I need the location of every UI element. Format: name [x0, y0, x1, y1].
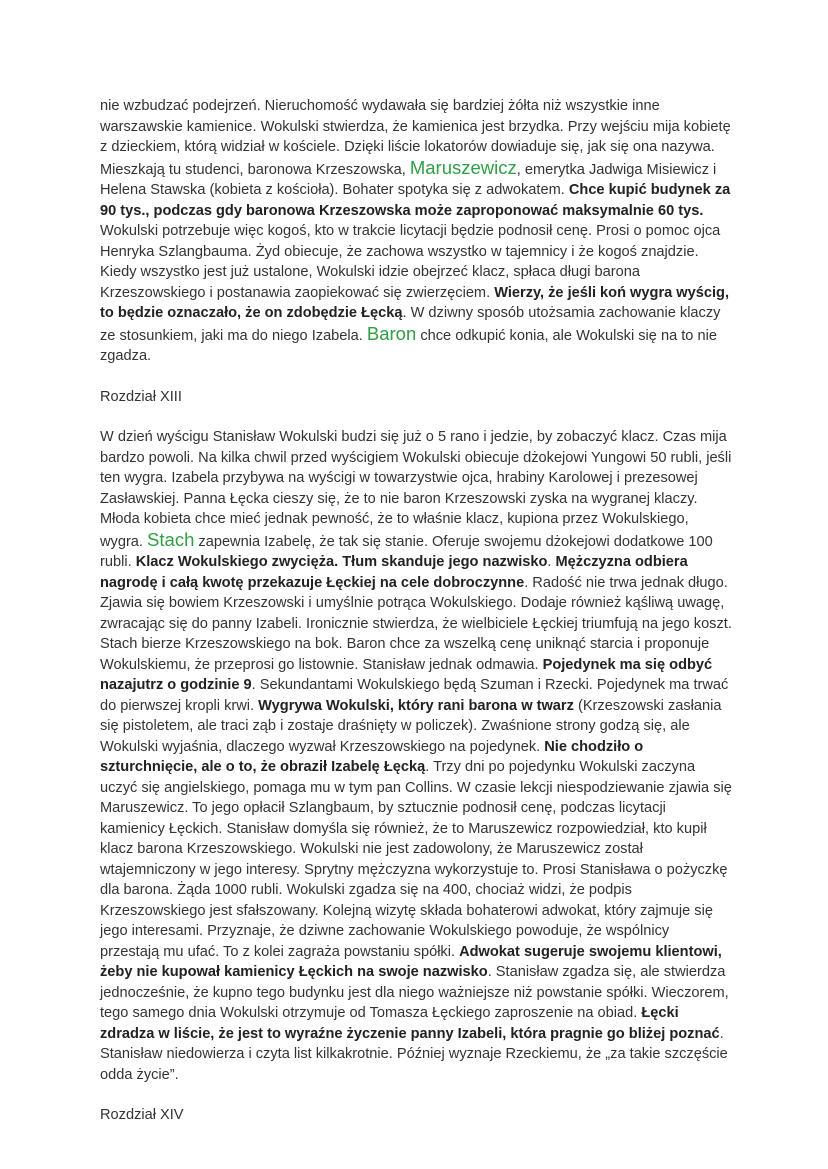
text-run: chce odkupić konia, ale Wokulski się na to nie zgadza.: [100, 327, 717, 364]
paragraph-chapter-xiii: [100, 427, 732, 1085]
document-page: [100, 96, 732, 1146]
chapter-heading-xiii: Rozdział XIII: [100, 388, 182, 405]
text-run: , emerytka Jadwiga Misiewicz i Helena Stawska (kobieta z kościoła). Bohater spotyka się z adwokatem.: [100, 161, 717, 198]
bold-text: Łęcki zdradza w liście, że jest to wyraźne życzenie panny Izabeli, która pragnie go bliżej poznać: [100, 1005, 720, 1042]
text-run: . Stanisław niedowierza i czyta list kilkakrotnie. Później wyznaje Rzeckiemu, że „za takie szczęście odda życie”.: [100, 1025, 728, 1083]
bold-text: Nie chodziło o szturchnięcie, ale o to, że obraził Izabelę Łęcką: [100, 738, 644, 775]
text-run: . Radość nie trwa jednak długo. Zjawia się bowiem Krzeszowski i umyślnie potrąca Wokulskiego. Dodaje również kąśliwą uwagę, zwracając się do panny Izabeli. Ironicznie stwierdza, że wielbiciele Łęckiej triumfują na jego koszt. Stach bierze Krzeszowskiego na bok. Baron chce za wszelką cenę uniknąć starcia i proponuje Wokulskiemu, że przeprosi go listownie. Stanisław jednak odmawia.: [100, 574, 732, 673]
paragraph-chapter-xii-end: [100, 96, 732, 367]
text-run: zapewnia Izabelę, że tak się stanie. Oferuje swojemu dżokejowi dodatkowe 100 rubli.: [100, 533, 713, 570]
character-link[interactable]: Stach: [147, 528, 195, 550]
character-link[interactable]: Baron: [366, 322, 417, 344]
chapter-heading-xiv: Rozdział XIV: [100, 1107, 184, 1123]
text-run: . Stanisław zgadza się, ale stwierdza jednocześnie, że kupno tego budynku jest dla niego ważniejsze niż powstanie spółki. Wieczorem, tego samego dnia Wokulski otrzymuje od Tomasza Łęckiego zaproszenie na obiad.: [100, 964, 729, 1021]
text-run: (Krzeszowski zasłania się pistoletem, ale traci ząb i zostaje draśnięty w policzek). Zwaśnione strony godzą się, ale Wokulski wyjaśnia, dlaczego wyzwał Krzeszowskiego na pojedynek.: [100, 697, 722, 755]
bold-text: Adwokat sugeruje swojemu klientowi, żeby nie kupował kamienicy Łęckich na swoje nazwisko: [100, 943, 722, 980]
bold-text: Klacz Wokulskiego zwycięża. Tłum skanduje jego nazwisko: [135, 554, 548, 570]
text-run: .: [547, 554, 556, 570]
text-run: W dzień wyścigu Stanisław Wokulski budzi się już o 5 rano i jedzie, by zobaczyć klacz. Czas mija bardzo powoli. Na kilka chwil przed wyścigiem Wokulski obiecuje dżokejowi Yungowi 50 rubli, jeśli ten wygra. Izabela przybywa na wyścigi w towarzystwie ojca, hrabiny Karolowej i prezesowej Zasławskiej. Panna Łęcka cieszy się, że to nie baron Krzeszowski zyska na wygranej klaczy. Młoda kobieta chce mieć jednak pewność, że to właśnie klacz, kupiona przez Wokulskiego, wygra.: [100, 429, 732, 550]
bold-text: Chce kupić budynek za 90 tys., podczas gdy baronowa Krzeszowska może zaproponować maksymalnie 60 tys.: [100, 182, 731, 219]
character-link[interactable]: Maruszewicz: [409, 156, 517, 178]
bold-text: Pojedynek ma się odbyć nazajutrz o godzinie 9: [100, 656, 713, 693]
text-run: . W dziwny sposób utożsamia zachowanie klaczy ze stosunkiem, jaki ma do niego Izabela.: [100, 305, 721, 344]
bold-text: Wierzy, że jeśli koń wygra wyścig, to będzie oznaczało, że on zdobędzie Łęcką: [100, 284, 730, 321]
text-run: . Trzy dni po pojedynku Wokulski zaczyna uczyć się angielskiego, pomaga mu w tym pan Collins. W czasie lekcji niespodziewanie zjawia się Maruszewicz. To jego opłacił Szlangbaum, by sztucznie podnosił cenę, podczas licytacji kamienicy Łęckich. Stanisław domyśla się również, że to Maruszewicz rozpowiedział, kto kupił klacz barona Krzeszowskiego. Wokulski nie jest zadowolony, że Maruszewicz został wtajemniczony w jego interesy. Sprytny mężczyzna wykorzystuje to. Prosi Stanisława o pożyczkę dla barona. Żąda 1000 rubli. Wokulski zgadza się na 400, chociaż widzi, że podpis Krzeszowskiego jest sfałszowany. Kolejną wizytę składa bohaterowi adwokat, który zajmuje się jego interesami. Przyznaje, że dziwne zachowanie Wokulskiego powoduje, że wspólnicy przestają mu ufać. To z kolei zagraża powstaniu spółki.: [100, 759, 732, 960]
text-run: Wokulski potrzebuje więc kogoś, kto w trakcie licytacji będzie podnosił cenę. Prosi o pomoc ojca Henryka Szlangbauma. Żyd obiecuje, że zachowa wszystko w tajemnicy i że kogoś znajdzie. Kiedy wszystko jest już ustalone, Wokulski idzie obejrzeć klacz, spłaca długi barona Krzeszowskiego i postanawia zaopiekować się zwierzęciem.: [100, 223, 721, 301]
text-run: . Sekundantami Wokulskiego będą Szuman i Rzecki. Pojedynek ma trwać do pierwszej kropli krwi.: [100, 677, 729, 714]
bold-text: Wygrywa Wokulski, który rani barona w twarz: [258, 697, 574, 714]
bold-text: Mężczyzna odbiera nagrodę i całą kwotę przekazuje Łęckiej na cele dobroczynne: [100, 554, 688, 591]
text-run: nie wzbudzać podejrzeń. Nieruchomość wydawała się bardziej żółta niż wszystkie inne warszawskie kamienice. Wokulski stwierdza, że kamienica jest brzydka. Przy wejściu mija kobietę z dzieckiem, którą widział w kościele. Dzięki liście lokatorów dowiaduje się, jak się ona nazywa. Mieszkają tu studenci, baronowa Krzeszowska,: [100, 98, 731, 178]
